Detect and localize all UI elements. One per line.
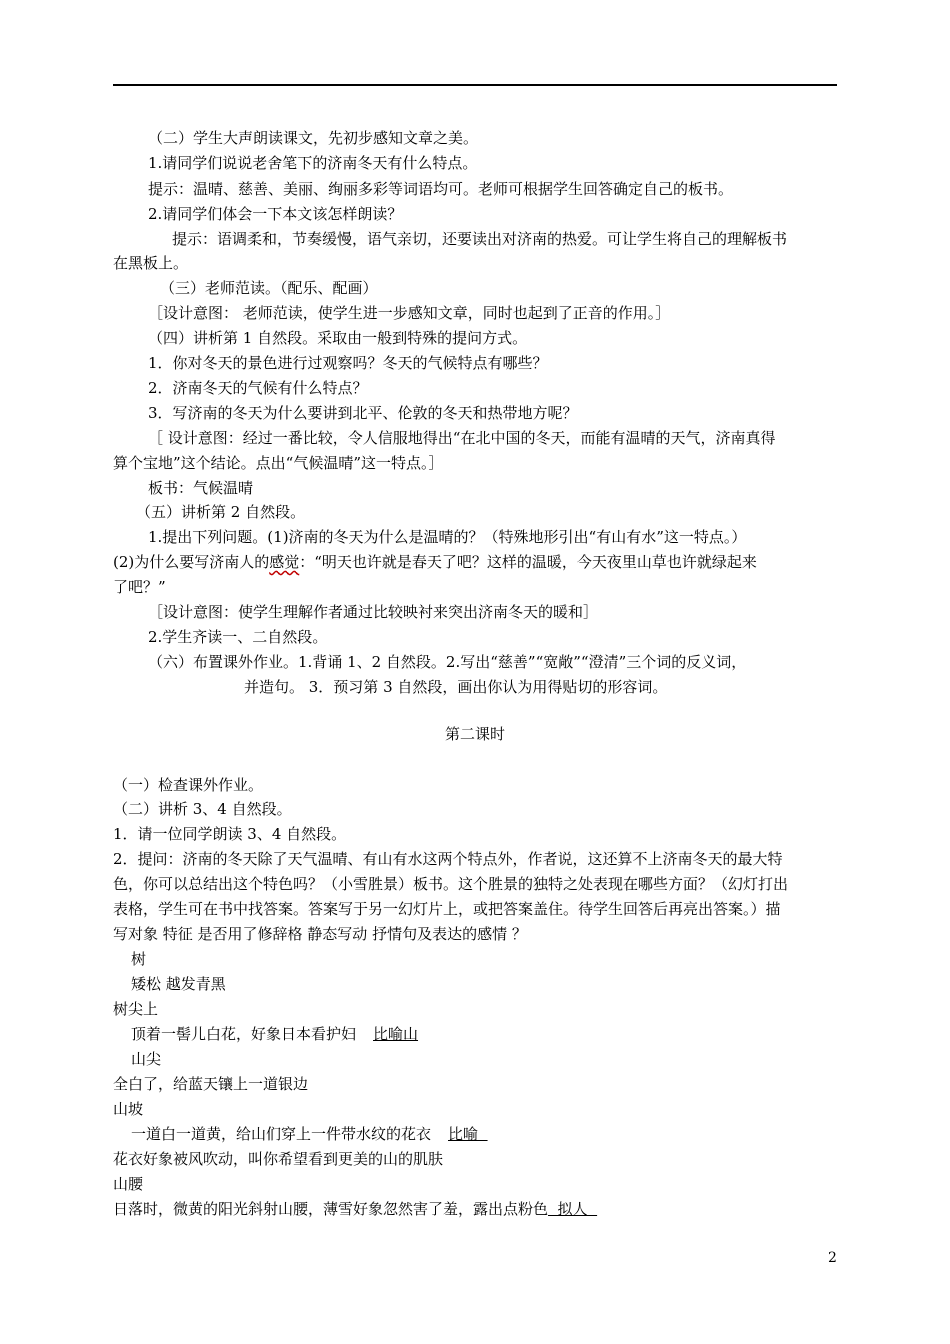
table-row-slope bbox=[131, 1124, 488, 1144]
homework-line1: （六）布置课外作业。1.背诵 1、2 自然段。2.写出“慈善”“宽敞”“澄清”三个词的反义词， bbox=[148, 653, 747, 671]
table-header-row: 写对象 特征 是否用了修辞格 静态写动 抒情句及表达的感情 ？ bbox=[113, 925, 527, 943]
header-rule bbox=[113, 84, 837, 86]
section-5-heading: （五）讲析第 2 自然段。 bbox=[136, 503, 306, 521]
design-intent-2-line1: ［ 设计意图：经过一番比较，令人信服地得出“在北中国的冬天，而能有温晴的天气，济南真得 bbox=[148, 429, 776, 447]
table-row-treetop bbox=[131, 1024, 418, 1044]
mountainside-feature: 日落时，微黄的阳光斜射山腰，薄雪好象忽然害了羞，露出点粉色 bbox=[113, 1200, 549, 1218]
treetop-feature: 顶着一髻儿白花，好象日本看护妇 bbox=[131, 1025, 357, 1043]
section-5-q2 bbox=[113, 552, 757, 572]
question-1: 1.请同学们说说老舍笔下的济南冬天有什么特点。 bbox=[148, 154, 478, 172]
lesson2-q2-line1: 2．提问：济南的冬天除了天气温晴、有山有水这两个特点外，作者说，这还算不上济南冬天的最大特 bbox=[113, 850, 783, 868]
table-row-slope-static: 花衣好象被风吹动，叫你希望看到更美的山的肌肤 bbox=[113, 1150, 444, 1168]
section-3-heading: （三）老师范读。（配乐、配画） bbox=[160, 279, 378, 297]
homework-line2: 并造句。 3．预习第 3 自然段，画出你认为用得贴切的形容词。 bbox=[244, 678, 668, 696]
section-5-q1: 1.提出下列问题。(1)济南的冬天为什么是温晴的？（特殊地形引出“有山有水”这一特点。） bbox=[148, 528, 747, 546]
lesson2-q2-line2: 色，你可以总结出这个特色吗？（小雪胜景）板书。这个胜景的独特之处表现在哪些方面？（幻灯打出 bbox=[113, 875, 789, 893]
mountainside-rhetoric: 拟人 bbox=[548, 1200, 598, 1218]
hint-1: 提示：温晴、慈善、美丽、绚丽多彩等词语均可。老师可根据学生回答确定自己的板书。 bbox=[148, 180, 734, 198]
table-row-peak: 全白了，给蓝天镶上一道银边 bbox=[113, 1075, 309, 1093]
section-2-heading: （二）学生大声朗读课文，先初步感知文章之美。 bbox=[148, 129, 479, 147]
hint-2-line1: 提示：语调柔和，节奏缓慢，语气亲切，还要读出对济南的热爱。可让学生将自己的理解板书 bbox=[172, 230, 788, 248]
table-row-pine: 矮松 越发青黑 bbox=[131, 975, 226, 993]
design-intent-2-line2: 算个宝地”这个结论。点出“气候温晴”这一特点。］ bbox=[113, 454, 444, 472]
section-4-q3: 3．写济南的冬天为什么要讲到北平、伦敦的冬天和热带地方呢？ bbox=[148, 404, 578, 422]
lesson2-step-1: （一）检查课外作业。 bbox=[113, 776, 264, 794]
table-object-peak: 山尖 bbox=[131, 1050, 162, 1068]
question-2: 2.请同学们体会一下本文该怎样朗读？ bbox=[148, 205, 403, 223]
lesson2-q1: 1．请一位同学朗读 3、4 自然段。 bbox=[113, 825, 347, 843]
board-note-1: 板书：气候温晴 bbox=[148, 479, 254, 497]
page-number: 2 bbox=[828, 1250, 837, 1266]
section-4-heading: （四）讲析第 1 自然段。采取由一般到特殊的提问方式。 bbox=[148, 329, 528, 347]
lesson2-q2-line3: 表格，学生可在书中找答案。答案写于另一幻灯片上，或把答案盖住。待学生回答后再亮出答案。）描 bbox=[113, 900, 781, 918]
lesson2-step-2: （二）讲析 3、4 自然段。 bbox=[113, 800, 292, 818]
table-object-treetop: 树尖上 bbox=[113, 1000, 159, 1018]
table-object-mountainside: 山腰 bbox=[113, 1175, 144, 1193]
section-5-q3: 2.学生齐读一、二自然段。 bbox=[148, 628, 328, 646]
design-intent-3: ［设计意图：使学生理解作者通过比较映衬来突出济南冬天的暖和］ bbox=[148, 603, 599, 621]
q2-text-before: (2)为什么要写济南人的 bbox=[113, 553, 270, 571]
hint-2-line2: 在黑板上。 bbox=[113, 254, 189, 272]
design-intent-1: ［设计意图： 老师范读，使学生进一步感知文章，同时也起到了正音的作用。］ bbox=[148, 304, 671, 322]
table-object-tree: 树 bbox=[131, 950, 147, 968]
spellcheck-underlined-word: 感觉 bbox=[269, 553, 300, 571]
q2-text-after: ：“明天也许就是春天了吧？这样的温暖，今天夜里山草也许就绿起来 bbox=[299, 553, 757, 571]
table-row-mountainside bbox=[113, 1199, 597, 1219]
table-object-slope: 山坡 bbox=[113, 1100, 144, 1118]
lesson-2-title: 第二课时 bbox=[444, 725, 505, 743]
section-5-q2-end: 了吧？” bbox=[113, 578, 166, 596]
section-4-q1: 1．你对冬天的景色进行过观察吗？冬天的气候特点有哪些？ bbox=[148, 354, 548, 372]
slope-rhetoric: 比喻 bbox=[448, 1125, 488, 1143]
section-4-q2: 2．济南冬天的气候有什么特点？ bbox=[148, 379, 368, 397]
slope-feature: 一道白一道黄，给山们穿上一件带水纹的花衣 bbox=[131, 1125, 432, 1143]
treetop-rhetoric: 比喻山 bbox=[373, 1025, 419, 1043]
